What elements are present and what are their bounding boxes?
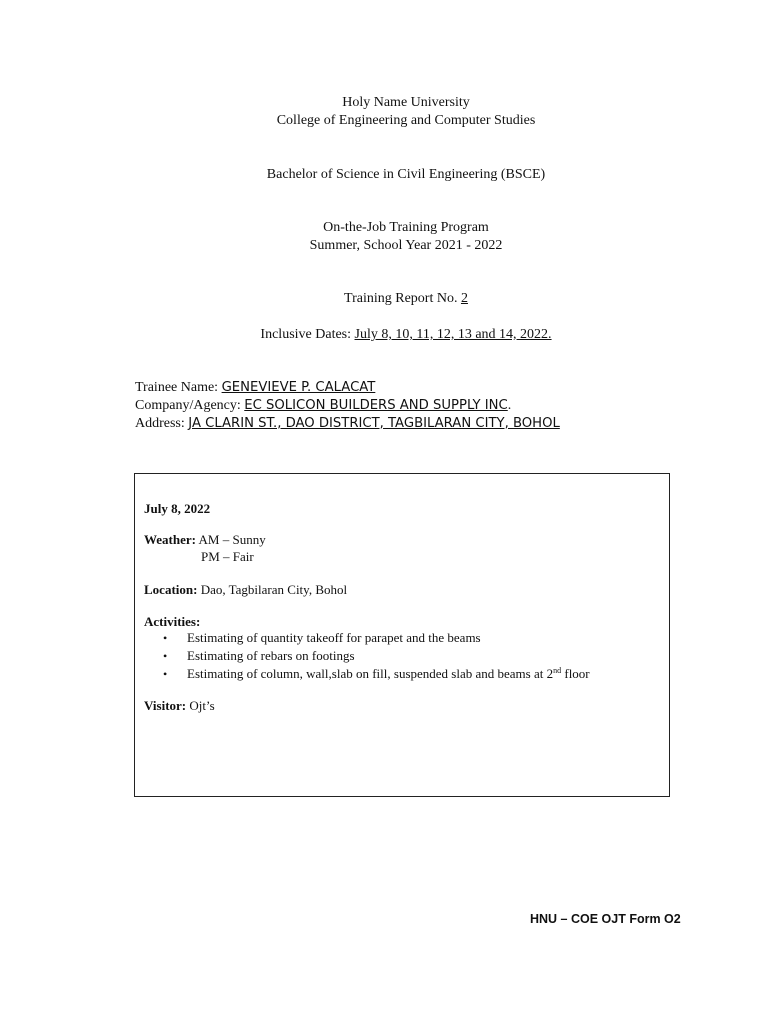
list-item xyxy=(135,629,590,647)
inclusive-dates-value: July 8, 10, 11, 12, 13 and 14, 2022. xyxy=(354,327,552,342)
location-line xyxy=(144,581,347,598)
form-code: HNU – COE OJT Form O2 xyxy=(530,912,681,926)
weather-label: Weather: xyxy=(144,532,196,547)
address-line xyxy=(135,415,560,433)
company-suffix: . xyxy=(507,398,512,413)
activities-label: Activities: xyxy=(144,614,201,629)
report-number-label: Training Report No. xyxy=(344,291,461,306)
degree-program: Bachelor of Science in Civil Engineering (BSCE) xyxy=(266,167,546,182)
activity-text: Estimating of column, wall,slab on fill, suspended slab and beams at 2 xyxy=(187,666,554,681)
company-value: EC SOLICON BUILDERS AND SUPPLY INC xyxy=(244,398,508,413)
address-value: JA CLARIN ST., DAO DISTRICT, TAGBILARAN CITY, BOHOL xyxy=(188,416,560,431)
ordinal-suffix: nd xyxy=(553,666,562,675)
location-label: Location: xyxy=(144,582,198,597)
report-number-line xyxy=(0,290,768,308)
college-name: College of Engineering and Computer Studies xyxy=(276,113,536,128)
daily-entry-box xyxy=(134,473,670,797)
visitor-value: Ojt’s xyxy=(186,698,215,713)
list-item xyxy=(135,647,590,665)
weather-pm-value: PM – Fair xyxy=(201,549,254,564)
trainee-name-value: GENEVIEVE P. CALACAT xyxy=(221,380,376,395)
inclusive-dates-line xyxy=(0,326,768,344)
bullet-icon: • xyxy=(163,631,168,645)
activity-text-end: floor xyxy=(561,666,590,681)
activity-text: Estimating of quantity takeoff for parapet and the beams xyxy=(187,630,481,645)
training-program-title: On-the-Job Training Program xyxy=(323,220,489,235)
list-item xyxy=(135,665,590,683)
entry-date: July 8, 2022 xyxy=(144,501,211,516)
weather-am-value: AM – Sunny xyxy=(195,532,266,547)
address-label: Address: xyxy=(135,416,189,431)
bullet-icon: • xyxy=(163,649,168,663)
company-line xyxy=(135,397,511,415)
bullet-icon: • xyxy=(163,667,168,681)
company-label: Company/Agency: xyxy=(135,398,245,413)
visitor-line xyxy=(144,697,215,714)
inclusive-dates-label: Inclusive Dates: xyxy=(260,327,355,342)
activities-list xyxy=(135,629,590,683)
visitor-label: Visitor: xyxy=(144,698,187,713)
university-name: Holy Name University xyxy=(342,95,470,110)
report-number-value: 2 xyxy=(460,291,468,306)
activity-text: Estimating of rebars on footings xyxy=(187,648,355,663)
location-value: Dao, Tagbilaran City, Bohol xyxy=(197,582,348,597)
trainee-name-line xyxy=(135,379,375,397)
weather-am-line xyxy=(144,531,266,548)
school-year: Summer, School Year 2021 - 2022 xyxy=(309,238,503,253)
trainee-name-label: Trainee Name: xyxy=(135,380,222,395)
